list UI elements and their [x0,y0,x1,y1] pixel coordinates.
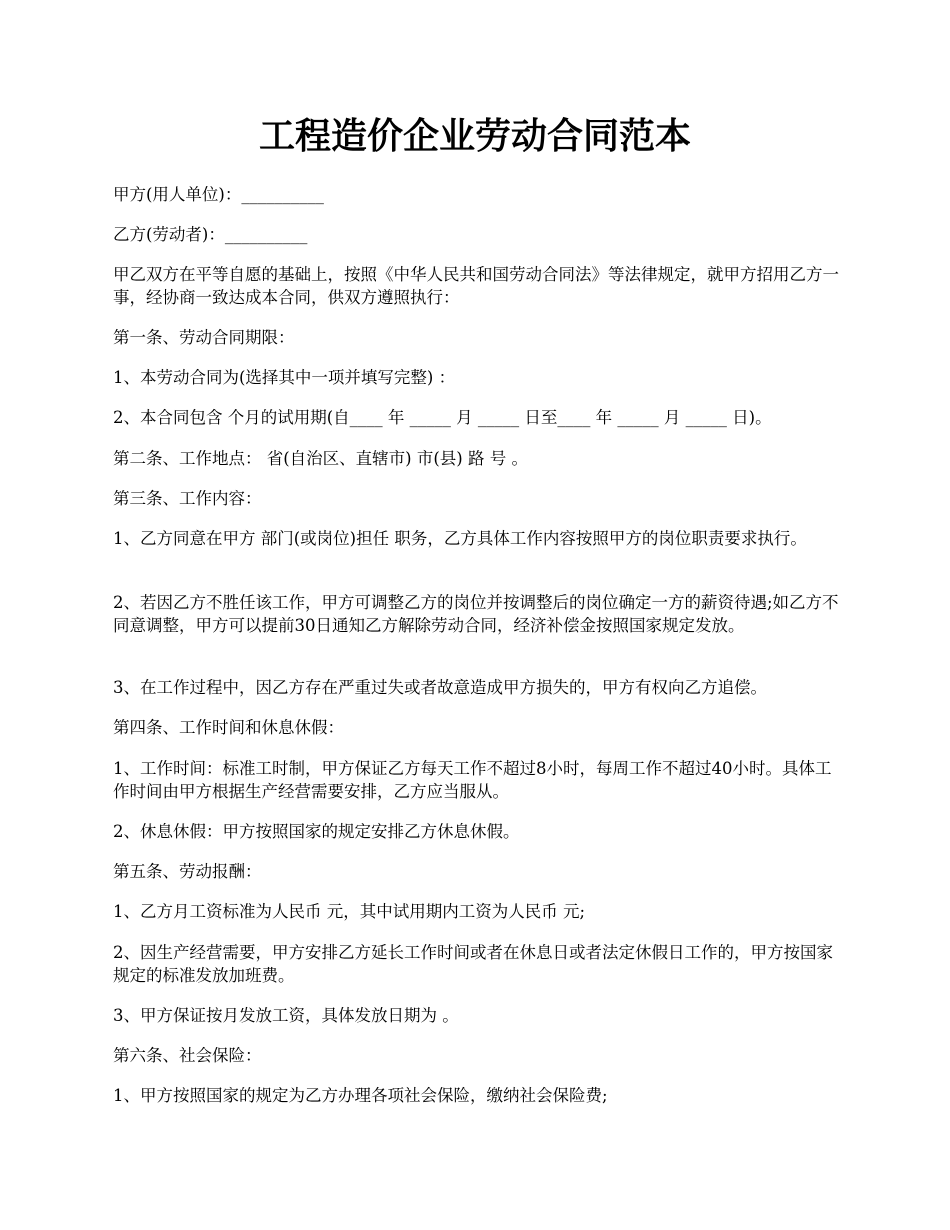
article-4-clause-2: 2、休息休假：甲方按照国家的规定安排乙方休息休假。 [113,822,520,841]
article-6-clause-1: 1、甲方按照国家的规定为乙方办理各项社会保险，缴纳社会保险费; [113,1086,608,1105]
article-4-clause-1: 1、工作时间：标准工时制，甲方保证乙方每天工作不超过8小时，每周工作不超过40小时。具体工作时间由甲方根据生产经营需要安排，乙方应当服从。 [113,759,832,801]
document-title: 工程造价企业劳动合同范本 [258,115,691,157]
article-4-heading: 第四条、工作时间和休息休假： [113,718,344,737]
article-5-clause-1: 1、乙方月工资标准为人民币 元，其中试用期内工资为人民币 元; [113,902,586,921]
article-6-heading: 第六条、社会保险： [113,1046,262,1065]
article-1-clause-1: 1、本劳动合同为(选择其中一项并填写完整) ： [113,368,456,387]
article-1-heading: 第一条、劳动合同期限： [113,328,295,347]
article-5-clause-2: 2、因生产经营需要，甲方安排乙方延长工作时间或者在休息日或者法定休假日工作的，甲方按国家规定的标准发放加班费。 [113,943,833,985]
article-5-clause-3: 3、甲方保证按月发放工资，具体发放日期为 。 [113,1006,459,1025]
article-5-heading: 第五条、劳动报酬： [113,862,262,881]
article-3-clause-3: 3、在工作过程中，因乙方存在严重过失或者故意造成甲方损失的，甲方有权向乙方追偿。 [113,678,767,697]
article-3-clause-1: 1、乙方同意在甲方 部门(或岗位)担任 职务，乙方具体工作内容按照甲方的岗位职责要求执行。 [113,529,807,548]
party-a-line: 甲方(用人单位)：__________ [113,185,324,204]
article-1-clause-2: 2、本合同包含 个月的试用期(自____ 年 _____ 月 _____ 日至____ 年 _____ 月 _____ 日)。 [113,408,772,427]
article-2-heading: 第二条、工作地点： 省(自治区、直辖市) 市(县) 路 号 。 [113,449,528,468]
party-b-line: 乙方(劳动者)：__________ [113,225,308,244]
article-3-heading: 第三条、工作内容： [113,489,262,508]
article-3-clause-2: 2、若因乙方不胜任该工作，甲方可调整乙方的岗位并按调整后的岗位确定一方的薪资待遇;如乙方不同意调整，甲方可以提前30日通知乙方解除劳动合同，经济补偿金按照国家规定发放。 [113,593,839,635]
preamble-paragraph: 甲乙双方在平等自愿的基础上，按照《中华人民共和国劳动合同法》等法律规定，就甲方招用乙方一事，经协商一致达成本合同，供双方遵照执行： [113,265,839,307]
